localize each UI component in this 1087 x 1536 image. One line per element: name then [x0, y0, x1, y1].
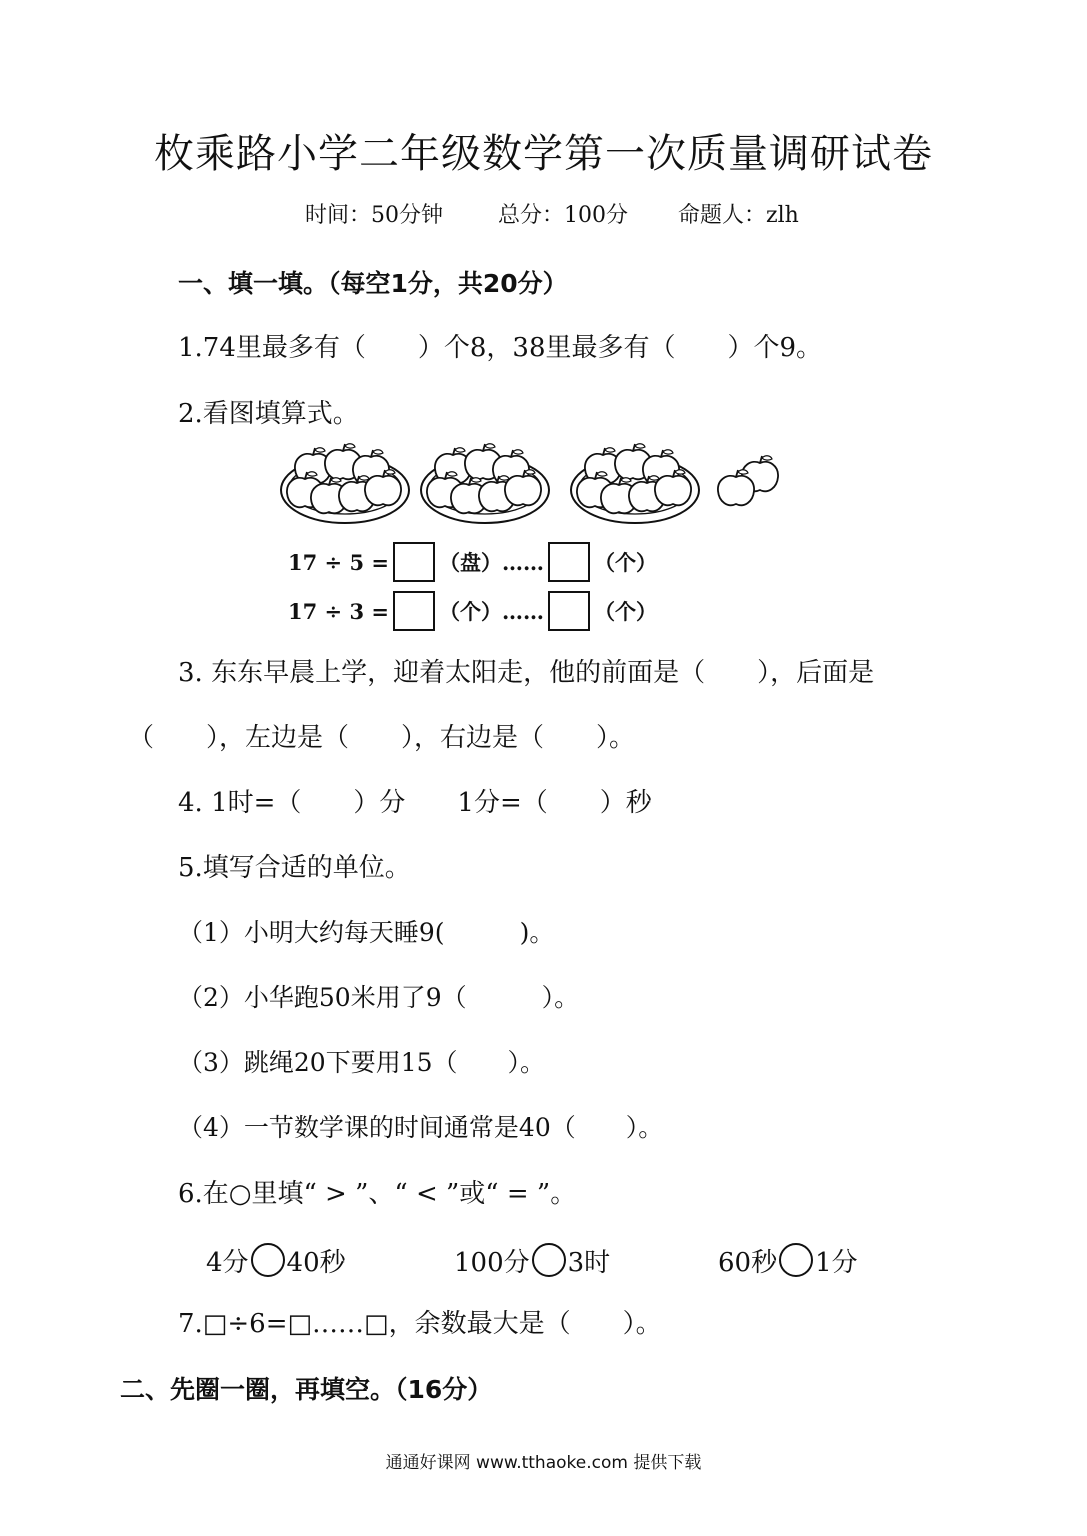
equation-1-expression: 17 ÷ 5 =: [288, 549, 389, 575]
equation-2-expression: 17 ÷ 3 =: [288, 598, 389, 624]
section1-heading: 一、填一填。（每空1分，共20分）: [178, 269, 568, 298]
compare-circle[interactable]: [251, 1243, 285, 1277]
equation-row-1: [288, 542, 657, 582]
question-5-item-2: （2）小华跑50米用了9（ ）。: [178, 983, 580, 1012]
question-1: 1.74里最多有（ ）个8，38里最多有（ ）个9。: [178, 333, 823, 363]
comparison-3: [718, 1242, 858, 1279]
equation-1-unit-1: （盘）……: [438, 550, 544, 575]
comparison-1-right: 40秒: [286, 1248, 346, 1278]
comparison-1: [206, 1242, 346, 1279]
compare-circle[interactable]: [532, 1243, 566, 1277]
compare-circle[interactable]: [779, 1243, 813, 1277]
question-6: 6.在○里填“ > ”、“ < ”或“ = ”。: [178, 1179, 577, 1209]
equation-row-2: [288, 591, 657, 631]
exam-author: 命题人：zlh: [678, 203, 799, 228]
exam-time: 时间：50分钟: [305, 203, 443, 228]
comparison-3-right: 1分: [815, 1248, 858, 1278]
answer-box[interactable]: [393, 591, 435, 631]
comparison-2: [454, 1242, 610, 1279]
exam-total-score: 总分：100分: [498, 203, 628, 228]
question-3-line-1: 3. 东东早晨上学，迎着太阳走，他的前面是（ ），后面是: [178, 658, 875, 688]
question-7: 7.□÷6=□……□，余数最大是（ ）。: [178, 1309, 662, 1339]
page-title: 枚乘路小学二年级数学第一次质量调研试卷: [154, 131, 933, 177]
comparison-3-left: 60秒: [718, 1248, 778, 1278]
equation-2-unit-1: （个）……: [438, 599, 544, 624]
question-5-item-1: （1）小明大约每天睡9( )。: [178, 918, 555, 947]
answer-box[interactable]: [548, 591, 590, 631]
question-5: 5.填写合适的单位。: [178, 853, 411, 883]
plate-2: [421, 444, 549, 523]
answer-box[interactable]: [548, 542, 590, 582]
comparison-2-right: 3时: [567, 1248, 611, 1278]
section2-heading: 二、先圈一圈，再填空。（16分）: [120, 1375, 493, 1404]
apple-plates-illustration: [270, 440, 800, 540]
question-5-item-4: （4）一节数学课的时间通常是40（ ）。: [178, 1113, 664, 1142]
equation-2-unit-2: （个）: [593, 599, 657, 624]
equation-1-unit-2: （个）: [593, 550, 657, 575]
comparison-1-left: 4分: [206, 1248, 249, 1278]
comparison-2-left: 100分: [454, 1248, 530, 1278]
plate-3: [571, 444, 699, 523]
footer-credit: 通通好课网 www.tthaoke.com 提供下载: [385, 1453, 702, 1473]
plate-1: [281, 444, 409, 523]
question-2: 2.看图填算式。: [178, 399, 359, 429]
question-4: 4. 1时=（ ）分 1分=（ ）秒: [178, 788, 652, 818]
question-5-item-3: （3）跳绳20下要用15（ ）。: [178, 1048, 546, 1077]
answer-box[interactable]: [393, 542, 435, 582]
question-3-line-2: （ ），左边是（ ），右边是（ ）。: [128, 723, 636, 753]
